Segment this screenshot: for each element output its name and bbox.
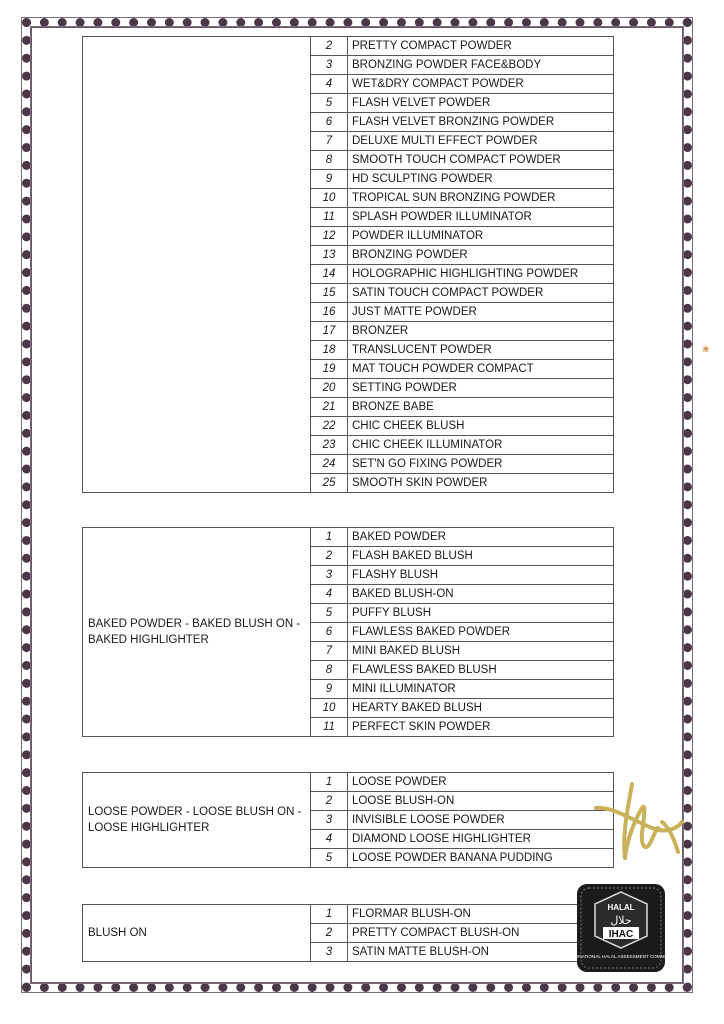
item-name: INVISIBLE LOOSE POWDER bbox=[348, 811, 614, 830]
item-number: 8 bbox=[311, 661, 348, 680]
item-number: 24 bbox=[311, 455, 348, 474]
item-number: 9 bbox=[311, 680, 348, 699]
item-number: 11 bbox=[311, 208, 348, 227]
item-name: DIAMOND LOOSE HIGHLIGHTER bbox=[348, 830, 614, 849]
product-table-powders bbox=[82, 36, 614, 493]
item-number: 1 bbox=[311, 528, 348, 547]
item-name: FLASH VELVET BRONZING POWDER bbox=[348, 113, 614, 132]
stamp-org-name: INTERNATIONAL HALAL ASSESSMENT COMMITTEE bbox=[564, 954, 678, 959]
item-name: TROPICAL SUN BRONZING POWDER bbox=[348, 189, 614, 208]
item-name: PERFECT SKIN POWDER bbox=[348, 718, 614, 737]
item-name: TRANSLUCENT POWDER bbox=[348, 341, 614, 360]
item-number: 14 bbox=[311, 265, 348, 284]
item-name: HD SCULPTING POWDER bbox=[348, 170, 614, 189]
item-name: SETTING POWDER bbox=[348, 379, 614, 398]
margin-mark-icon: ❀ bbox=[702, 344, 710, 354]
stamp-org-abbr: IHAC bbox=[608, 929, 634, 940]
item-number: 20 bbox=[311, 379, 348, 398]
category-cell: BLUSH ON bbox=[83, 905, 311, 962]
item-name: SATIN TOUCH COMPACT POWDER bbox=[348, 284, 614, 303]
category-cell: LOOSE POWDER - LOOSE BLUSH ON - LOOSE HIGHLIGHTER bbox=[83, 773, 311, 868]
category-cell bbox=[83, 37, 311, 493]
item-name: CHIC CHEEK BLUSH bbox=[348, 417, 614, 436]
product-table-baked bbox=[82, 527, 614, 737]
item-number: 6 bbox=[311, 623, 348, 642]
item-name: FLAWLESS BAKED POWDER bbox=[348, 623, 614, 642]
item-name: BRONZING POWDER FACE&BODY bbox=[348, 56, 614, 75]
item-number: 9 bbox=[311, 170, 348, 189]
item-number: 5 bbox=[311, 849, 348, 868]
item-name: SPLASH POWDER ILLUMINATOR bbox=[348, 208, 614, 227]
item-name: PUFFY BLUSH bbox=[348, 604, 614, 623]
item-name: LOOSE POWDER bbox=[348, 773, 614, 792]
stamp-arabic-text: حلال bbox=[610, 914, 632, 927]
item-number: 3 bbox=[311, 566, 348, 585]
item-number: 19 bbox=[311, 360, 348, 379]
item-number: 3 bbox=[311, 56, 348, 75]
item-name: SATIN MATTE BLUSH-ON bbox=[348, 943, 614, 962]
item-name: FLASH BAKED BLUSH bbox=[348, 547, 614, 566]
item-name: BRONZE BABE bbox=[348, 398, 614, 417]
item-number: 4 bbox=[311, 585, 348, 604]
item-number: 7 bbox=[311, 642, 348, 661]
item-name: MAT TOUCH POWDER COMPACT bbox=[348, 360, 614, 379]
item-number: 2 bbox=[311, 792, 348, 811]
item-number: 7 bbox=[311, 132, 348, 151]
item-number: 4 bbox=[311, 75, 348, 94]
signature bbox=[592, 778, 687, 868]
table-row bbox=[83, 773, 614, 792]
item-name: FLAWLESS BAKED BLUSH bbox=[348, 661, 614, 680]
item-name: FLORMAR BLUSH-ON bbox=[348, 905, 614, 924]
item-number: 3 bbox=[311, 943, 348, 962]
item-name: DELUXE MULTI EFFECT POWDER bbox=[348, 132, 614, 151]
item-name: WET&DRY COMPACT POWDER bbox=[348, 75, 614, 94]
item-number: 8 bbox=[311, 151, 348, 170]
item-name: BAKED BLUSH-ON bbox=[348, 585, 614, 604]
item-name: HOLOGRAPHIC HIGHLIGHTING POWDER bbox=[348, 265, 614, 284]
item-name: SET'N GO FIXING POWDER bbox=[348, 455, 614, 474]
item-number: 2 bbox=[311, 547, 348, 566]
item-name: LOOSE BLUSH-ON bbox=[348, 792, 614, 811]
item-number: 22 bbox=[311, 417, 348, 436]
item-name: FLASHY BLUSH bbox=[348, 566, 614, 585]
item-number: 6 bbox=[311, 113, 348, 132]
item-name: LOOSE POWDER BANANA PUDDING bbox=[348, 849, 614, 868]
item-name: SMOOTH SKIN POWDER bbox=[348, 474, 614, 493]
item-number: 23 bbox=[311, 436, 348, 455]
item-number: 25 bbox=[311, 474, 348, 493]
item-name: MINI BAKED BLUSH bbox=[348, 642, 614, 661]
item-name: JUST MATTE POWDER bbox=[348, 303, 614, 322]
table-row bbox=[83, 905, 614, 924]
product-table-loose bbox=[82, 772, 614, 868]
item-number: 16 bbox=[311, 303, 348, 322]
item-number: 10 bbox=[311, 189, 348, 208]
table-row bbox=[83, 528, 614, 547]
item-number: 2 bbox=[311, 924, 348, 943]
item-number: 5 bbox=[311, 94, 348, 113]
item-number: 13 bbox=[311, 246, 348, 265]
item-number: 12 bbox=[311, 227, 348, 246]
item-name: BRONZER bbox=[348, 322, 614, 341]
item-number: 18 bbox=[311, 341, 348, 360]
item-number: 17 bbox=[311, 322, 348, 341]
item-name: MINI ILLUMINATOR bbox=[348, 680, 614, 699]
item-number: 3 bbox=[311, 811, 348, 830]
item-number: 10 bbox=[311, 699, 348, 718]
item-number: 1 bbox=[311, 905, 348, 924]
item-number: 2 bbox=[311, 37, 348, 56]
item-number: 11 bbox=[311, 718, 348, 737]
item-name: PRETTY COMPACT BLUSH-ON bbox=[348, 924, 614, 943]
item-name: SMOOTH TOUCH COMPACT POWDER bbox=[348, 151, 614, 170]
item-number: 4 bbox=[311, 830, 348, 849]
item-number: 5 bbox=[311, 604, 348, 623]
item-name: BAKED POWDER bbox=[348, 528, 614, 547]
item-number: 15 bbox=[311, 284, 348, 303]
item-name: POWDER ILLUMINATOR bbox=[348, 227, 614, 246]
category-cell: BAKED POWDER - BAKED BLUSH ON - BAKED HIGHLIGHTER bbox=[83, 528, 311, 737]
table-row bbox=[83, 37, 614, 56]
item-number: 21 bbox=[311, 398, 348, 417]
item-name: PRETTY COMPACT POWDER bbox=[348, 37, 614, 56]
item-name: BRONZING POWDER bbox=[348, 246, 614, 265]
item-name: HEARTY BAKED BLUSH bbox=[348, 699, 614, 718]
stamp-halal-text: HALAL bbox=[607, 903, 635, 912]
item-name: FLASH VELVET POWDER bbox=[348, 94, 614, 113]
halal-certification-stamp bbox=[564, 884, 678, 972]
item-name: CHIC CHEEK ILLUMINATOR bbox=[348, 436, 614, 455]
product-table-blush-on bbox=[82, 904, 614, 962]
item-number: 1 bbox=[311, 773, 348, 792]
